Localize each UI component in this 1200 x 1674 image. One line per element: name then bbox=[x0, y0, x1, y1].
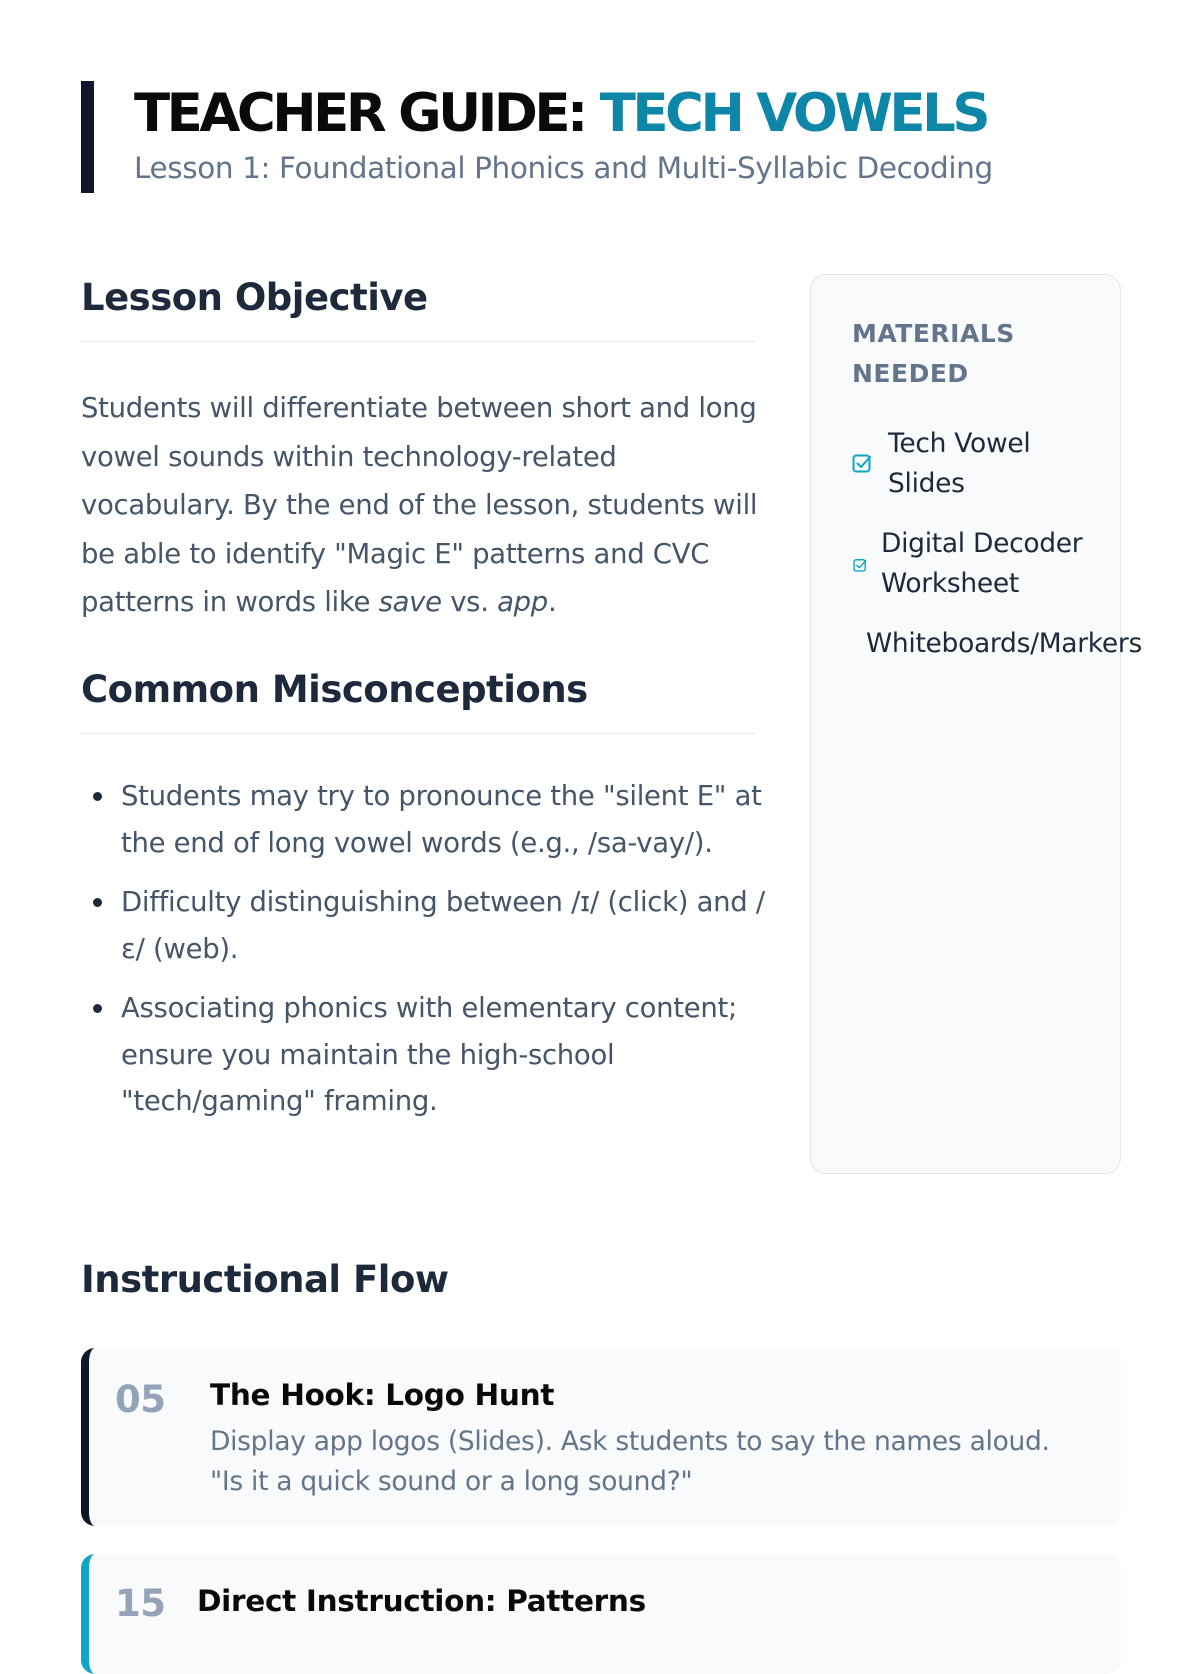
step-time: 05 bbox=[115, 1378, 166, 1421]
page-header bbox=[81, 81, 1121, 193]
objective-text-vs: vs. bbox=[441, 586, 498, 618]
list-item: Associating phonics with elementary content; ensure you maintain the high-school "tech/gaming" framing. bbox=[81, 985, 771, 1125]
page-subtitle: Lesson 1: Foundational Phonics and Multi-Syllabic Decoding bbox=[134, 151, 993, 185]
title-main: TEACHER GUIDE: bbox=[134, 83, 600, 144]
objective-heading: Lesson Objective bbox=[81, 276, 428, 319]
example-word-app: app bbox=[497, 586, 548, 618]
misconceptions-divider bbox=[81, 733, 756, 734]
checkbox-icon bbox=[852, 453, 872, 477]
materials-panel bbox=[810, 274, 1143, 1174]
title-accent: TECH VOWELS bbox=[599, 83, 988, 144]
material-item-slides: Tech Vowel Slides bbox=[888, 428, 1031, 499]
step-title: The Hook: Logo Hunt bbox=[210, 1378, 555, 1412]
step-title: Direct Instruction: Patterns bbox=[197, 1584, 646, 1618]
list-item: Difficulty distinguishing between /ɪ/ (click) and /ɛ/ (web). bbox=[81, 879, 771, 972]
checkbox-icon bbox=[853, 557, 867, 576]
step-description: Display app logos (Slides). Ask students to say the names aloud. "Is it a quick sound or a long sound?" bbox=[210, 1426, 1050, 1497]
material-item-whiteboards: Whiteboards/Markers bbox=[866, 628, 1143, 659]
flow-heading: Instructional Flow bbox=[81, 1258, 449, 1301]
example-word-save: save bbox=[378, 586, 442, 618]
header-accent-bar bbox=[81, 81, 94, 193]
list-item: Students may try to pronounce the "silent E" at the end of long vowel words (e.g., /sa-vay/). bbox=[81, 773, 771, 866]
materials-title: MATERIALS NEEDED bbox=[852, 319, 1015, 388]
step-time: 15 bbox=[115, 1582, 166, 1625]
objective-text-body: Students will differentiate between short and long vowel sounds within technology-related vocabulary. By the end of the lesson, students will be able to identify "Magic E" patterns and CVC patterns in words like bbox=[81, 392, 758, 618]
flow-step-card bbox=[81, 1348, 1121, 1526]
objective-text bbox=[81, 384, 761, 627]
misconceptions-list bbox=[81, 773, 771, 1138]
flow-step-card bbox=[81, 1554, 1121, 1674]
objective-divider bbox=[81, 341, 756, 342]
objective-text-end: . bbox=[547, 586, 557, 618]
page-title bbox=[134, 85, 987, 143]
misconceptions-heading: Common Misconceptions bbox=[81, 668, 588, 711]
material-item-worksheet: Digital Decoder Worksheet bbox=[881, 528, 1083, 599]
